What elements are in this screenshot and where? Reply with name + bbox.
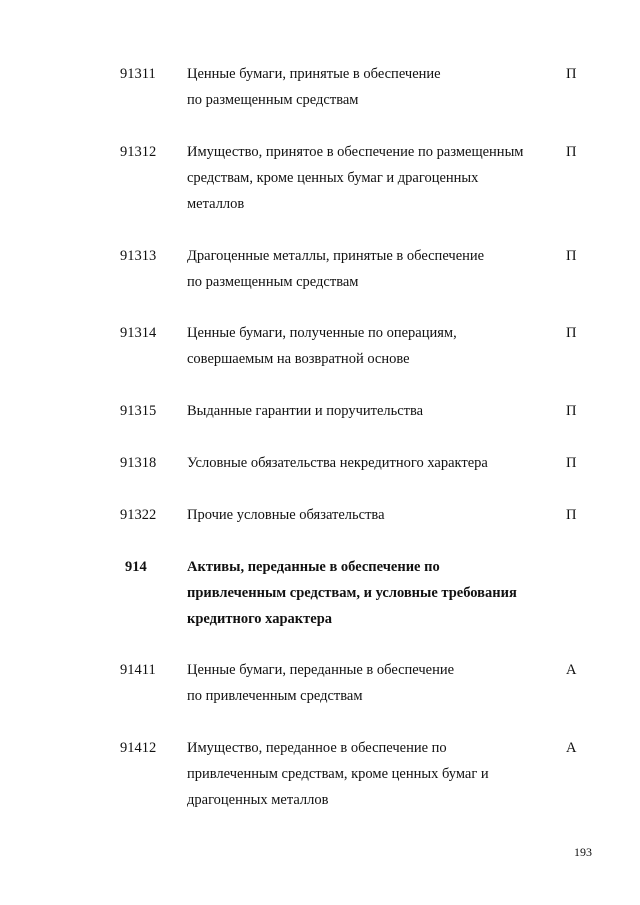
account-description	[187, 450, 557, 476]
account-code: 91315	[120, 403, 157, 419]
account-description	[187, 657, 557, 709]
account-code: 91411	[120, 662, 156, 678]
account-description	[187, 502, 557, 528]
description-line: драгоценных металлов	[187, 792, 329, 808]
section-title-line: кредитного характера	[187, 611, 333, 627]
description-line: Прочие условные обязательства	[187, 507, 385, 523]
account-side: П	[566, 66, 577, 82]
account-side: П	[566, 325, 577, 341]
page-number: 193	[574, 845, 592, 859]
account-side: А	[566, 662, 577, 678]
description-line: по размещенным средствам	[187, 92, 359, 108]
description-line: совершаемым на возвратной основе	[187, 351, 410, 367]
account-code: 91412	[120, 740, 157, 756]
description-line: привлеченным средствам, кроме ценных бумаг и	[187, 766, 489, 782]
account-code: 91314	[120, 325, 157, 341]
account-side: А	[566, 740, 577, 756]
account-side: П	[566, 455, 577, 471]
description-line: Условные обязательства некредитного характера	[187, 455, 488, 471]
account-side: П	[566, 403, 577, 419]
description-line: Ценные бумаги, полученные по операциям,	[187, 325, 457, 341]
description-line: Ценные бумаги, принятые в обеспечение	[187, 66, 441, 82]
description-line: по размещенным средствам	[187, 274, 359, 290]
account-description	[187, 398, 557, 424]
section-code: 914	[125, 559, 147, 575]
account-description	[187, 735, 557, 813]
account-code: 91311	[120, 66, 156, 82]
section-title	[187, 554, 557, 632]
description-line: металлов	[187, 196, 245, 212]
section-title-line: Активы, переданные в обеспечение по	[187, 559, 440, 575]
section-title-line: привлеченным средствам, и условные требования	[187, 585, 517, 601]
account-description	[187, 139, 557, 217]
description-line: Драгоценные металлы, принятые в обеспечение	[187, 248, 485, 264]
description-line: Имущество, переданное в обеспечение по	[187, 740, 447, 756]
account-description	[187, 61, 557, 113]
account-description	[187, 243, 557, 295]
description-line: Имущество, принятое в обеспечение по размещенным	[187, 144, 524, 160]
account-description	[187, 320, 557, 372]
account-code: 91322	[120, 507, 157, 523]
account-side: П	[566, 507, 577, 523]
account-code: 91313	[120, 248, 157, 264]
account-code: 91312	[120, 144, 157, 160]
description-line: по привлеченным средствам	[187, 688, 363, 704]
description-line: Выданные гарантии и поручительства	[187, 403, 424, 419]
account-code: 91318	[120, 455, 157, 471]
account-side: П	[566, 144, 577, 160]
description-line: Ценные бумаги, переданные в обеспечение	[187, 662, 455, 678]
description-line: средствам, кроме ценных бумаг и драгоценных	[187, 170, 479, 186]
account-side: П	[566, 248, 577, 264]
